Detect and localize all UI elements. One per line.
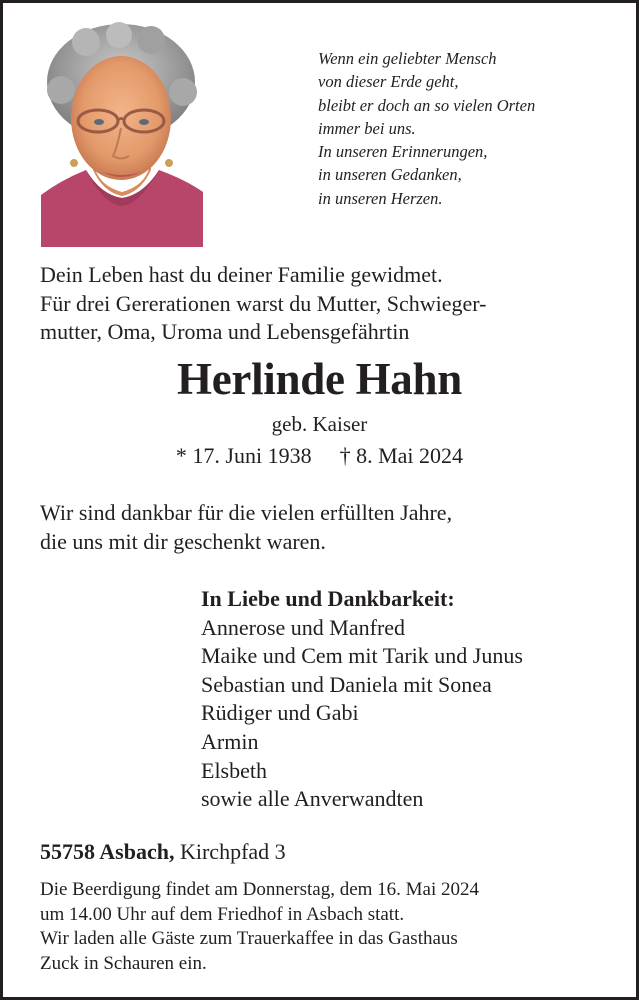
funeral-details [40,878,479,977]
gratitude-line: die uns mit dir geschenkt waren. [40,528,326,554]
mourner-entry: Elsbeth [201,757,267,783]
mourners-heading: In Liebe und Dankbarkeit: [201,586,455,611]
maiden-name: geb. Kaiser [271,412,368,436]
intro-line: Dein Leben hast du deiner Familie gewidmet. [40,262,443,287]
intro-line: Für drei Gererationen warst du Mutter, Schwieger- [40,290,487,316]
family-address [40,837,286,867]
address-city: 55758 Asbach, [40,839,175,864]
gratitude-line: Wir sind dankbar für die vielen erfüllten Jahre, [40,500,453,525]
funeral-line: Wir laden alle Gäste zum Trauerkaffee in das Gasthaus [40,928,458,950]
intro-text [40,261,486,347]
death-date: † 8. Mai 2024 [339,443,464,468]
gratitude-text [40,499,452,556]
mourner-entry: Armin [201,728,259,754]
poem-line: in unseren Herzen. [318,188,443,208]
address-street: Kirchpfad 3 [179,839,286,864]
mourner-entry: Maike und Cem mit Tarik und Junus [201,643,523,669]
poem-line: in unseren Gedanken, [318,165,462,185]
mourner-entry: Sebastian und Daniela mit Sonea [201,671,492,697]
birth-date: * 17. Juni 1938 [175,443,312,468]
mourner-entry: Annerose und Manfred [201,614,406,640]
funeral-line: Die Beerdigung findet am Donnerstag, dem 16. Mai 2024 [40,879,480,900]
portrait-photo [41,20,203,247]
mourner-entry: sowie alle Anverwandten [201,786,424,812]
portrait-image [41,20,203,247]
mourners-list [201,585,523,814]
deceased-name: Herlinde Hahn [177,354,462,404]
poem-line: bleibt er doch an so vielen Orten [318,95,536,115]
funeral-line: um 14.00 Uhr auf dem Friedhof in Asbach statt. [40,903,405,925]
memorial-poem [318,47,535,210]
poem-line: Wenn ein geliebter Mensch [318,49,497,68]
funeral-line: Zuck in Schauren ein. [40,953,207,975]
poem-line: immer bei uns. [318,118,416,138]
poem-line: von dieser Erde geht, [318,72,459,92]
life-dates [3,441,636,471]
intro-line: mutter, Oma, Uroma und Lebensgefährtin [40,319,410,344]
poem-line: In unseren Erinnerungen, [318,142,488,162]
mourner-entry: Rüdiger und Gabi [201,700,359,726]
